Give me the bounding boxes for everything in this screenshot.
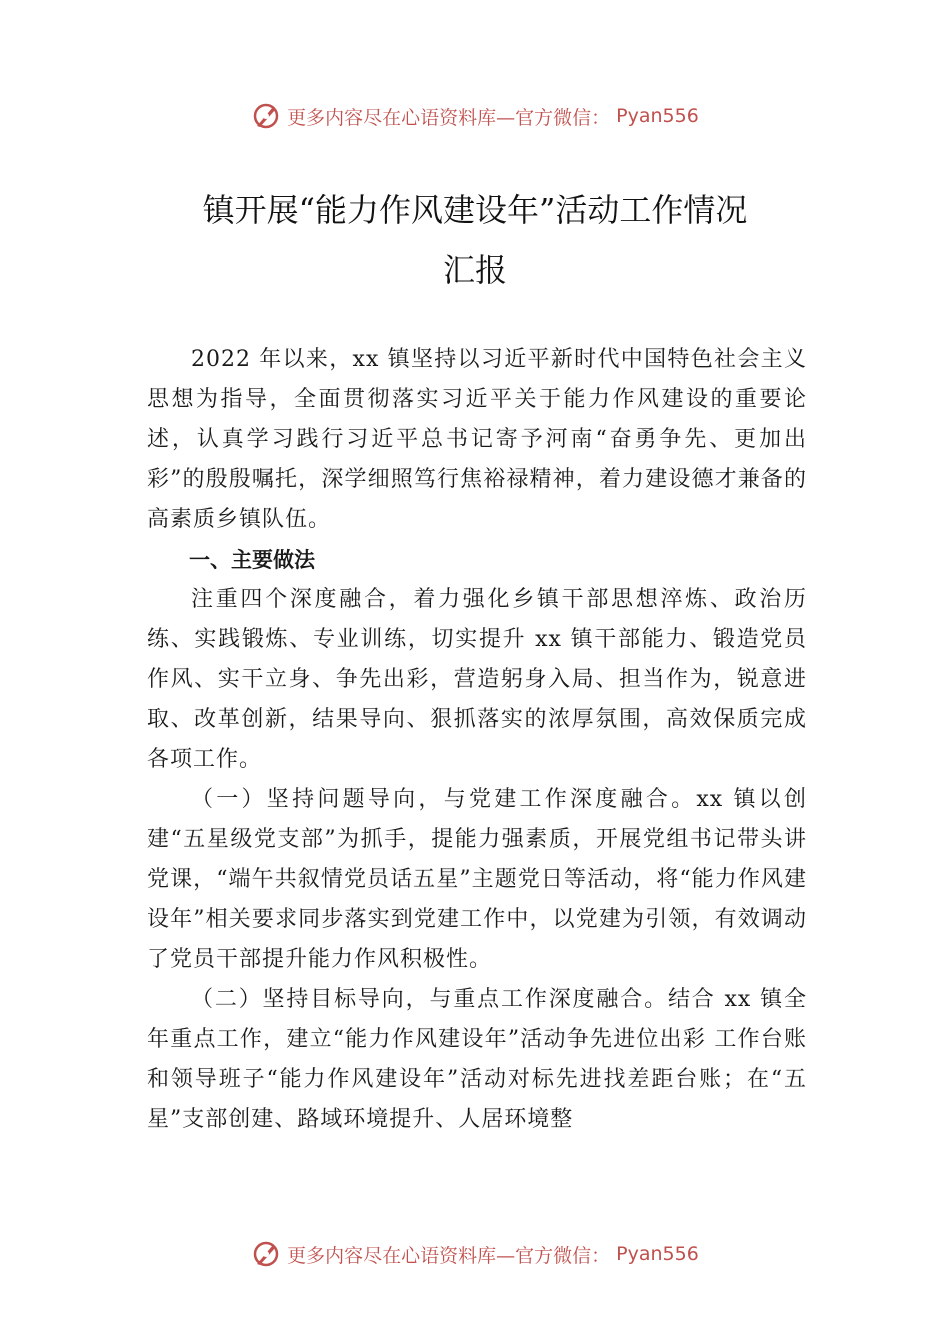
list-item-1: （一）坚持问题导向，与党建工作深度融合。xx 镇以创建“五星级党支部”为抓手，提能力强素质，开展党组书记带头讲党课，“端午共叙情党员话五星”主题党日等活动，将“能力作风建设年”相关要求同步落实到党建工作中，以党建为引领，有效调动了党员干部提升能力作风积极性。 [147,787,807,972]
watermark-account: Pyan556 [616,1243,699,1265]
quill-logo-icon [251,101,281,131]
watermark-account: Pyan556 [616,105,699,127]
document-title: 镇开展“能力作风建设年”活动工作情况 [202,191,748,229]
section-heading: 一、主要做法 [189,548,315,572]
watermark-header [0,96,950,136]
document-body [147,340,807,1140]
watermark-footer [0,1234,950,1274]
intro-paragraph: 2022 年以来，xx 镇坚持以习近平新时代中国特色社会主义思想为指导，全面贯彻落实习近平关于能力作风建设的重要论述，认真学习践行习近平总书记寄予河南“奋勇争先、更加出彩”的殷殷嘱托，深学细照笃行焦裕禄精神，着力建设德才兼备的高素质乡镇队伍。 [147,347,807,532]
list-item-2: （二）坚持目标导向，与重点工作深度融合。结合 xx 镇全年重点工作，建立“能力作风建设年”活动争先进位出彩 工作台账和领导班子“能力作风建设年”活动对标先进找差距台账；在“五星”支部创建、路域环境提升、人居环境整 [147,987,807,1132]
document-title-continued: 汇报 [442,251,507,289]
watermark-text: 更多内容尽在心语资料库—官方微信： [287,106,611,129]
quill-logo-icon [251,1239,281,1269]
watermark-text: 更多内容尽在心语资料库—官方微信： [287,1244,611,1267]
section-paragraph: 注重四个深度融合，着力强化乡镇干部思想淬炼、政治历练、实践锻炼、专业训练，切实提升 xx 镇干部能力、锻造党员作风、实干立身、争先出彩，营造躬身入局、担当作为，锐意进取、改革创新，结果导向、狠抓落实的浓厚氛围，高效保质完成各项工作。 [147,587,807,772]
